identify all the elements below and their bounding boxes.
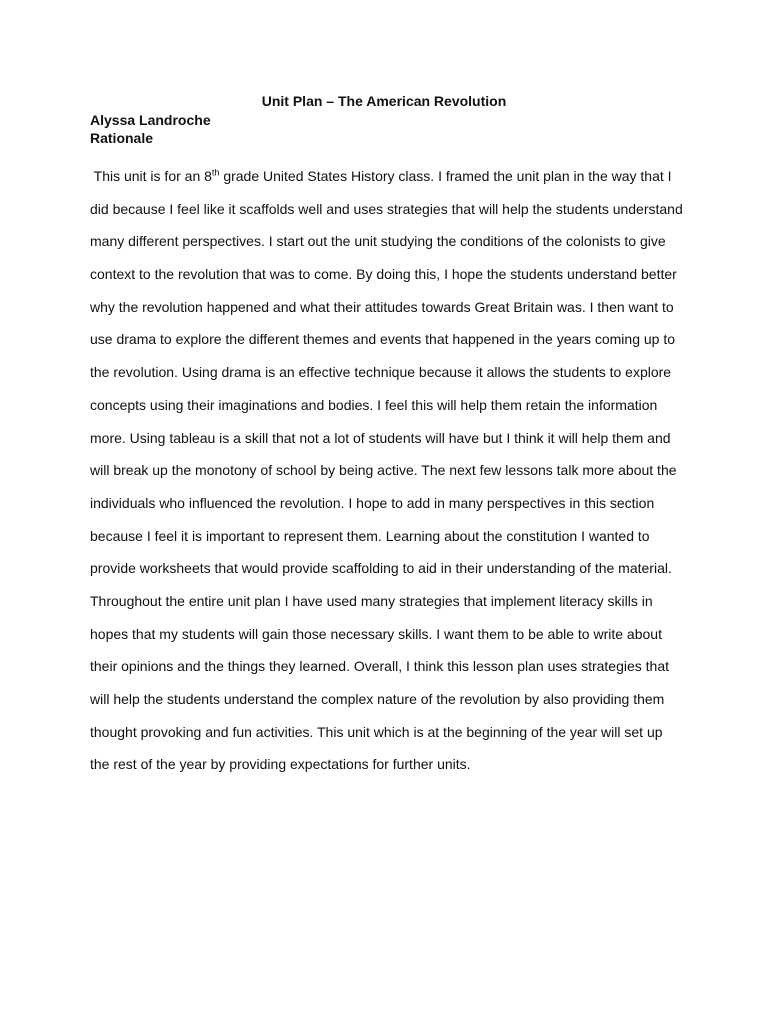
author-name: Alyssa Landroche (90, 112, 211, 128)
line-text: This unit is for an 8 (90, 168, 212, 184)
paragraph-line: concepts using their imaginations and bodies. I feel this will help them retain the information (90, 396, 658, 413)
paragraph-line: the revolution. Using drama is an effective technique because it allows the students to explore (90, 364, 672, 381)
line-text: grade United States History class. I framed the unit plan in the way that I (219, 168, 672, 184)
paragraph-line: use drama to explore the different themes and events that happened in the years coming up to (90, 331, 676, 348)
paragraph-line: more. Using tableau is a skill that not a lot of students will have but I think it will help them and (90, 429, 671, 446)
paragraph-line: because I feel it is important to represent them. Learning about the constitution I wanted to (90, 527, 650, 544)
paragraph-line: provide worksheets that would provide scaffolding to aid in their understanding of the material. (90, 560, 672, 577)
paragraph-line: individuals who influenced the revolution. I hope to add in many perspectives in this section (90, 494, 655, 511)
paragraph-line: thought provoking and fun activities. This unit which is at the beginning of the year will set up (90, 723, 663, 740)
paragraph-line (90, 160, 690, 193)
rationale-paragraph (90, 160, 690, 781)
section-heading: Rationale (90, 130, 154, 146)
paragraph-line: many different perspectives. I start out the unit studying the conditions of the colonists to give (90, 233, 666, 250)
paragraph-line: will break up the monotony of school by being active. The next few lessons talk more about the (90, 462, 677, 479)
document-title: Unit Plan – The American Revolution (261, 93, 507, 109)
paragraph-line: will help the students understand the complex nature of the revolution by also providing them (90, 691, 665, 707)
paragraph-line: hopes that my students will gain those necessary skills. I want them to be able to write about (90, 625, 662, 642)
paragraph-line: context to the revolution that was to come. By doing this, I hope the students understand better (90, 266, 677, 283)
paragraph-line: their opinions and the things they learned. Overall, I think this lesson plan uses strategies that (90, 658, 670, 675)
paragraph-line: did because I feel like it scaffolds well and uses strategies that will help the students understand (90, 200, 683, 217)
superscript-ordinal: th (211, 167, 220, 178)
paragraph-line: Throughout the entire unit plan I have used many strategies that implement literacy skills in (90, 592, 653, 609)
paragraph-line: why the revolution happened and what their attitudes towards Great Britain was. I then want to (90, 298, 674, 315)
paragraph-line: the rest of the year by providing expectations for further units. (90, 756, 471, 773)
